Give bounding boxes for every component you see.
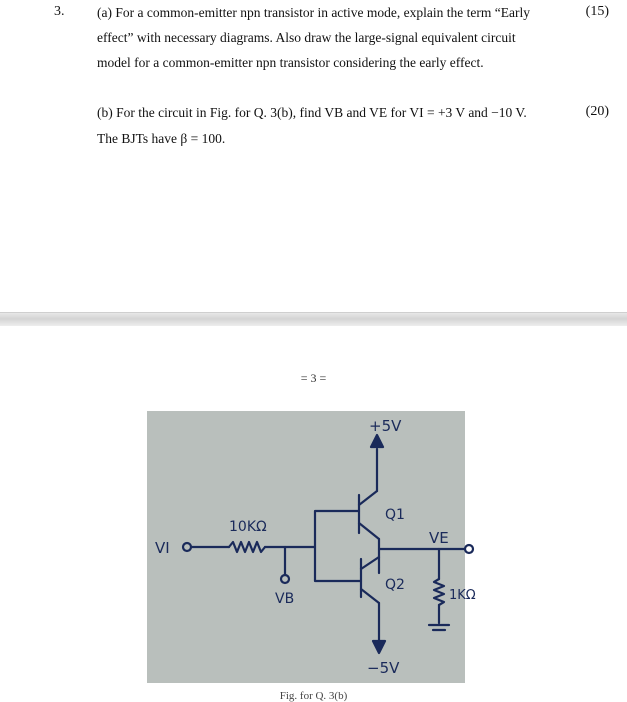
part-b-marks: (20) bbox=[585, 104, 609, 119]
input-label: VI bbox=[155, 539, 170, 557]
page-number: = 3 = bbox=[300, 371, 327, 385]
part-a-line-3: model for a common-emitter npn transistor considering the early effect. bbox=[97, 55, 484, 70]
page-divider bbox=[0, 312, 627, 326]
supply-top-label: +5V bbox=[369, 417, 402, 435]
circuit-photo bbox=[147, 411, 476, 683]
input-resistor-label: 10KΩ bbox=[229, 519, 267, 535]
question-number: 3. bbox=[54, 4, 65, 19]
vb-label: VB bbox=[275, 591, 295, 607]
output-label: VE bbox=[429, 529, 449, 547]
part-a-line-1: (a) For a common-emitter npn transistor in active mode, explain the term “Early bbox=[97, 5, 530, 20]
figure-caption: Fig. for Q. 3(b) bbox=[279, 690, 348, 702]
part-b-line-1: (b) For the circuit in Fig. for Q. 3(b), find VB and VE for VI = +3 V and −10 V. bbox=[97, 105, 527, 120]
load-resistor-label: 1KΩ bbox=[449, 588, 476, 603]
part-b-line-2: The BJTs have β = 100. bbox=[97, 131, 226, 146]
q2-label: Q2 bbox=[385, 577, 405, 593]
q1-label: Q1 bbox=[385, 507, 405, 523]
part-a-line-2: effect” with necessary diagrams. Also draw the large-signal equivalent circuit bbox=[97, 30, 516, 45]
part-a-marks: (15) bbox=[585, 4, 609, 19]
output-terminal bbox=[465, 545, 473, 553]
supply-bottom-label: −5V bbox=[367, 659, 400, 677]
